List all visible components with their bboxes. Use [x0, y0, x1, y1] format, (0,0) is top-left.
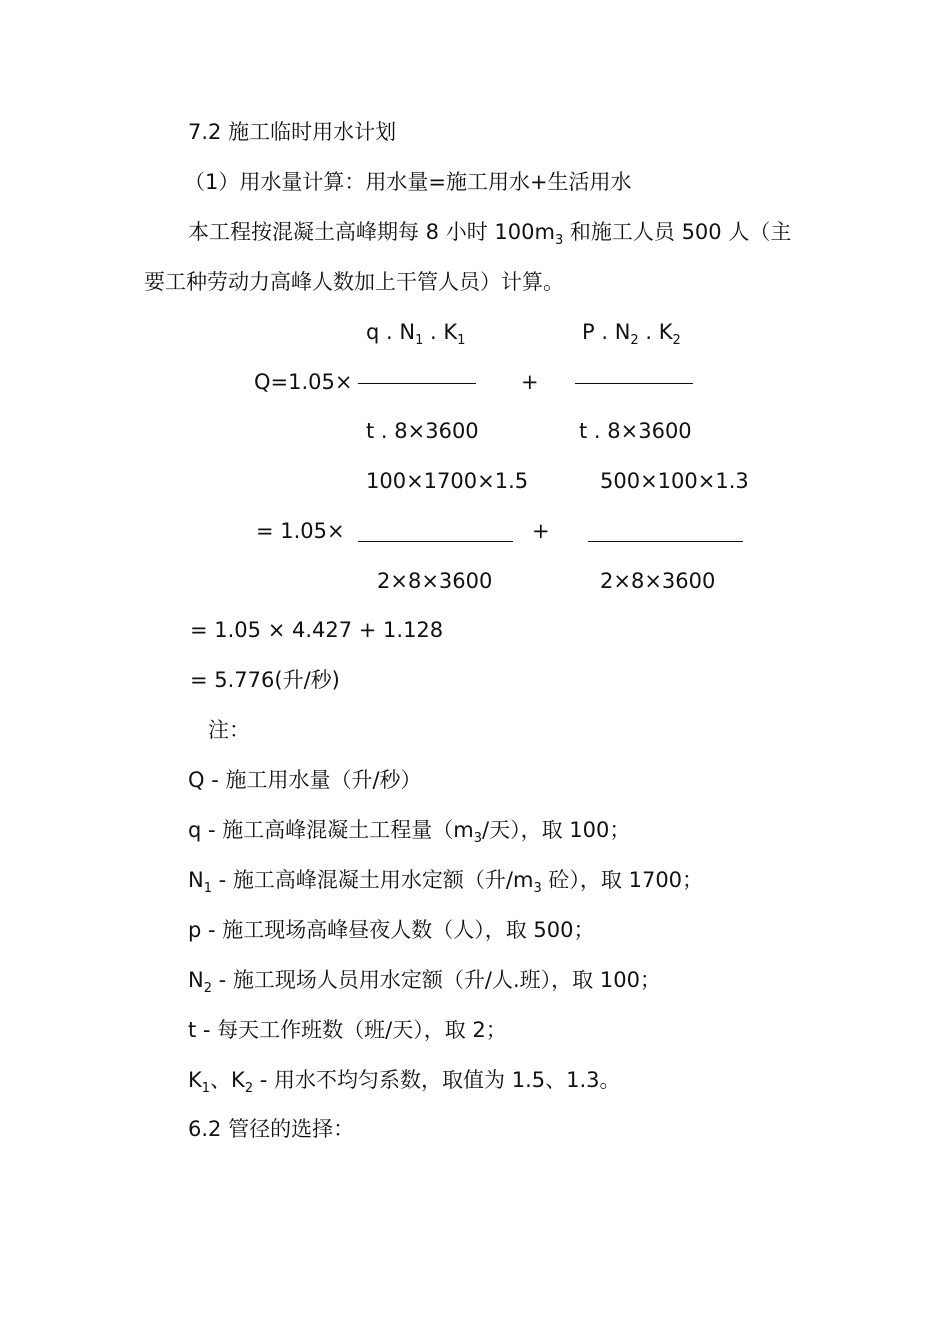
formula-plus-2: +	[532, 519, 550, 543]
paragraph-line-2: 要工种劳动力高峰人数加上干管人员）计算。	[144, 270, 564, 294]
note-label: 注：	[208, 718, 250, 742]
formula-numerator-3: 100×1700×1.5	[366, 469, 529, 493]
note-p: p - 施工现场高峰昼夜人数（人），取 500；	[188, 918, 595, 942]
formula-lhs-2: = 1.05×	[256, 519, 345, 543]
formula-denominator-2: t . 8×3600	[579, 419, 692, 443]
formula-numerator-2: P . $N_2$ . $K_2$	[582, 320, 681, 348]
formula-numerator-1: q . $N_1$ . $K_1$	[366, 320, 466, 348]
formula-denominator-4: 2×8×3600	[600, 569, 716, 593]
section-pipe-diameter: 6.2 管径的选择：	[188, 1117, 355, 1141]
formula-result: = 5.776(升/秒)	[190, 668, 340, 692]
fraction-bar-3	[358, 541, 513, 542]
formula-denominator-1: t . 8×3600	[366, 419, 479, 443]
fraction-bar-4	[588, 541, 743, 542]
formula-step-3: = 1.05 × 4.427 + 1.128	[190, 618, 444, 642]
formula-plus: +	[521, 370, 539, 394]
note-t: t - 每天工作班数（班/天），取 2；	[188, 1018, 507, 1042]
note-q-total: Q - 施工用水量（升/秒）	[188, 768, 422, 792]
formula-denominator-3: 2×8×3600	[377, 569, 493, 593]
formula-numerator-4: 500×100×1.3	[600, 469, 749, 493]
note-n1: $N_1$ - 施工高峰混凝土用水定额（升$/m_3$ 砼），取 1700；	[188, 868, 704, 896]
formula-lhs: Q=1.05×	[254, 370, 353, 394]
fraction-bar-1	[358, 383, 476, 384]
item-water-calc: （1）用水量计算：用水量=施工用水+生活用水	[184, 170, 632, 194]
section-heading: 7.2 施工临时用水计划	[188, 120, 397, 144]
note-k: $K_1$、$K_2$ - 用水不均匀系数，取值为 1.5、1.3。	[188, 1068, 621, 1096]
note-n2: $N_2$ - 施工现场人员用水定额（升/人.班），取 100；	[188, 968, 661, 996]
paragraph-line-1: 本工程按混凝土高峰期每 8 小时 $100m_3$ 和施工人员 500 人（主	[188, 220, 792, 248]
fraction-bar-2	[575, 383, 693, 384]
note-q-concrete: q - 施工高峰混凝土工程量（$m_3/$天），取 100；	[188, 818, 631, 846]
